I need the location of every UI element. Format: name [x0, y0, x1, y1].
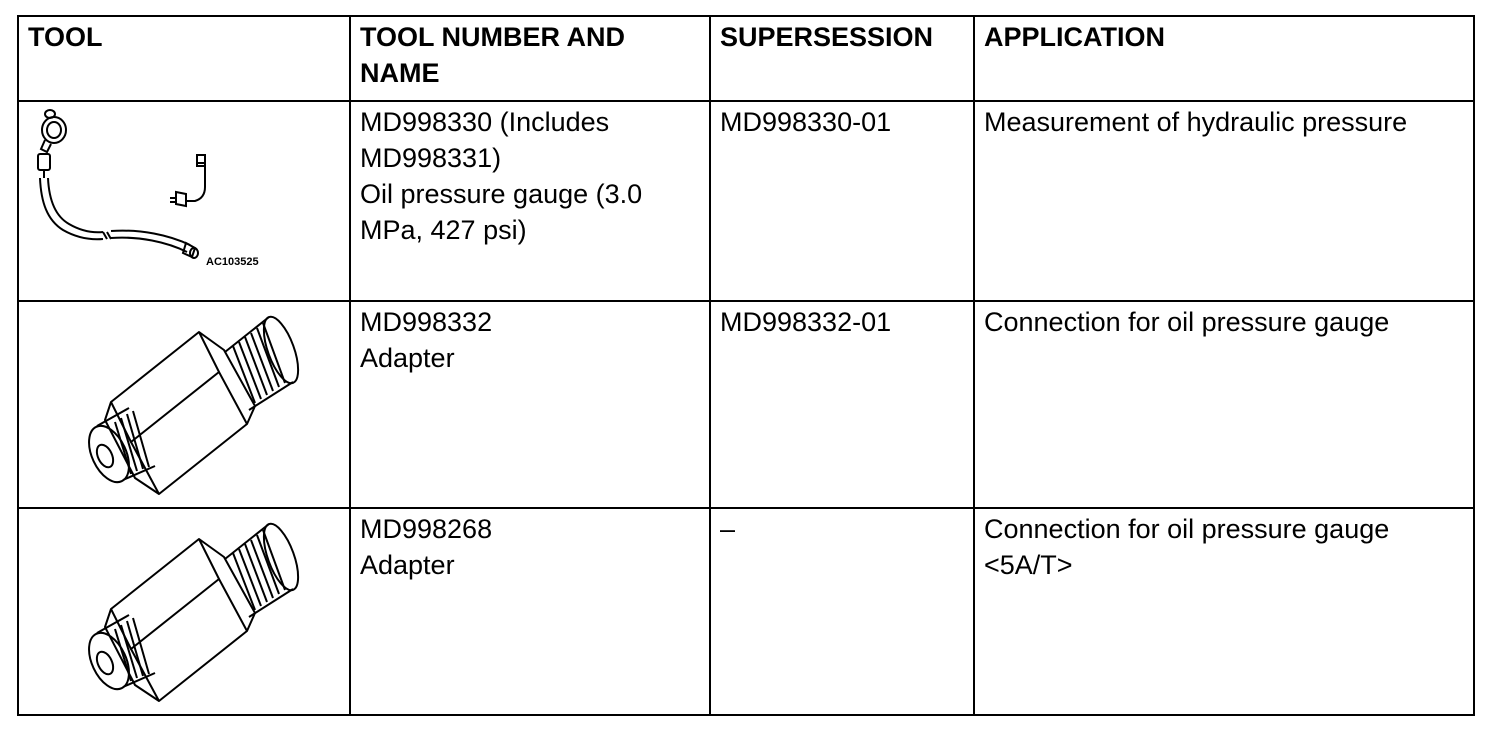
adapter-illustration	[19, 509, 349, 714]
tool-number-cell: MD998330 (Includes MD998331) Oil pressure gauge (3.0 MPa, 427 psi)	[350, 101, 710, 301]
adapter-illustration	[19, 302, 349, 507]
header-tool-number: TOOL NUMBER AND NAME	[350, 16, 710, 101]
application-cell: Connection for oil pressure gauge	[974, 301, 1474, 508]
application-cell: Measurement of hydraulic pressure	[974, 101, 1474, 301]
table-row	[18, 301, 1474, 508]
header-application: APPLICATION	[974, 16, 1474, 101]
supersession-cell: MD998330-01	[710, 101, 974, 301]
tool-image-cell	[18, 301, 350, 508]
application-cell: Connection for oil pressure gauge <5A/T>	[974, 508, 1474, 715]
header-supersession: SUPERSESSION	[710, 16, 974, 101]
table-row	[18, 101, 1474, 301]
header-tool: TOOL	[18, 16, 350, 101]
special-tools-table	[17, 15, 1475, 716]
tool-number-cell: MD998268 Adapter	[350, 508, 710, 715]
table-row	[18, 508, 1474, 715]
supersession-cell: MD998332-01	[710, 301, 974, 508]
header-row	[18, 16, 1474, 101]
figure-label: AC103525	[206, 256, 259, 268]
oil-pressure-gauge-illustration	[19, 102, 349, 300]
tool-number-cell: MD998332 Adapter	[350, 301, 710, 508]
tool-image-cell	[18, 508, 350, 715]
supersession-cell: –	[710, 508, 974, 715]
tool-image-cell	[18, 101, 350, 301]
